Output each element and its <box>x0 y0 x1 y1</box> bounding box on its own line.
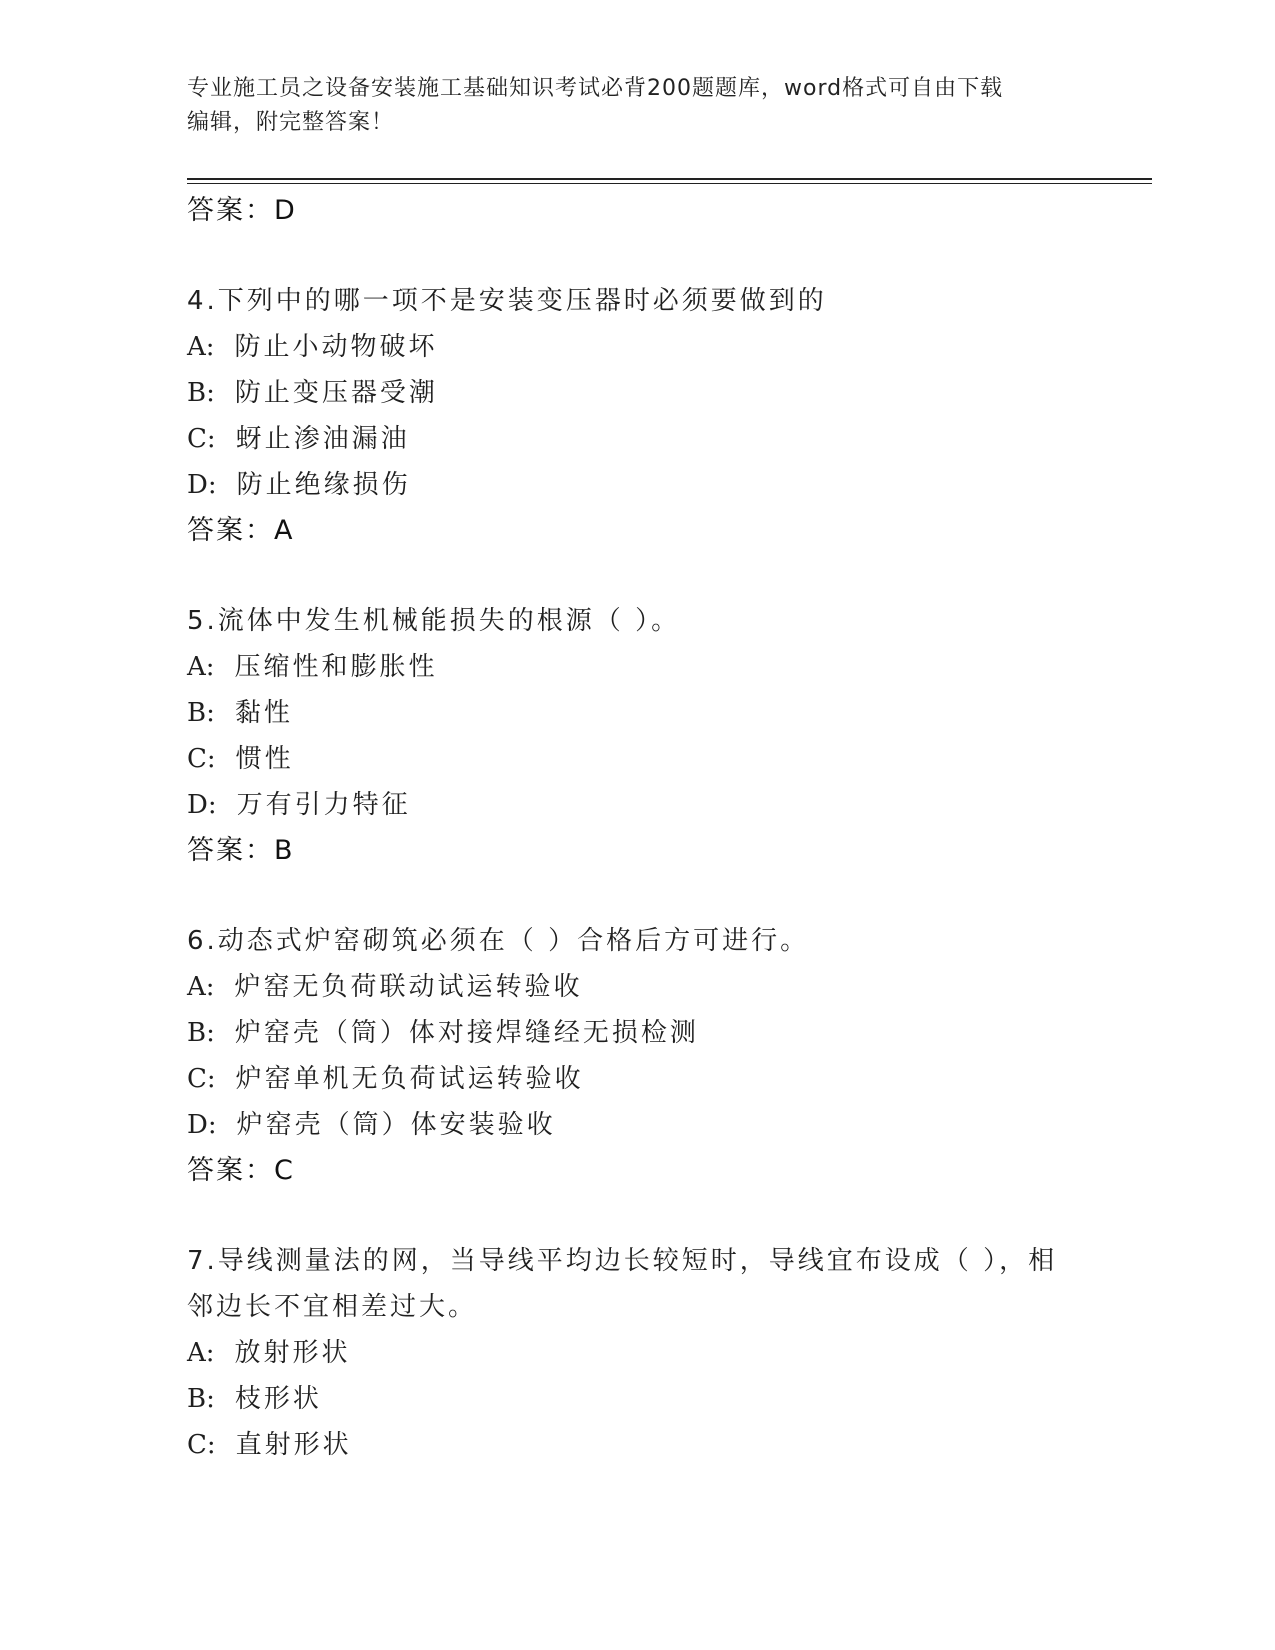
option-text: 压缩性和膨胀性 <box>234 652 438 682</box>
option-letter: B: <box>187 378 215 408</box>
option-6b <box>187 1010 1147 1056</box>
question-block-7 <box>187 1238 1147 1468</box>
question-block-6 <box>187 918 1147 1194</box>
document-header <box>187 72 1067 140</box>
option-5b <box>187 690 1147 736</box>
question-block-4 <box>187 278 1147 554</box>
option-letter: C: <box>187 744 216 774</box>
option-letter: A: <box>187 972 215 1002</box>
option-text: 蚜止渗油漏油 <box>235 424 410 454</box>
option-5d <box>187 782 1147 828</box>
option-text: 放射形状 <box>234 1338 351 1368</box>
question-text-5: 5.流体中发生机械能损失的根源（ ）。 <box>187 606 681 636</box>
answer-q4: 答案：A <box>187 515 295 546</box>
option-7b <box>187 1376 1147 1422</box>
option-letter: A: <box>187 1338 215 1368</box>
option-text: 防止绝缘损伤 <box>236 470 411 500</box>
option-text: 防止小动物破坏 <box>234 332 438 362</box>
option-text: 炉窑单机无负荷试运转验收 <box>235 1064 584 1094</box>
option-text: 炉窑壳（筒）体对接焊缝经无损检测 <box>234 1018 699 1048</box>
question-text-4: 4.下列中的哪一项不是安装变压器时必须要做到的 <box>187 286 827 316</box>
option-4b <box>187 370 1147 416</box>
spacer <box>187 1194 1147 1238</box>
option-text: 万有引力特征 <box>236 790 411 820</box>
option-text: 黏性 <box>234 698 293 728</box>
option-letter: C: <box>187 1064 216 1094</box>
header-title-line-1: 专业施工员之设备安装施工基础知识考试必背200题题库，word格式可自由下载 <box>187 76 1004 101</box>
answer-q5: 答案：B <box>187 835 295 866</box>
question-list <box>187 188 1147 1468</box>
option-letter: A: <box>187 652 215 682</box>
option-5a <box>187 644 1147 690</box>
answer-q3: 答案：D <box>187 195 297 226</box>
spacer <box>187 234 1147 278</box>
option-7a <box>187 1330 1147 1376</box>
option-text: 惯性 <box>235 744 294 774</box>
option-7c <box>187 1422 1147 1468</box>
option-letter: D: <box>187 470 217 500</box>
option-letter: D: <box>187 790 217 820</box>
header-divider-thin <box>187 183 1152 184</box>
option-text: 枝形状 <box>234 1384 322 1414</box>
option-letter: A: <box>187 332 215 362</box>
option-6d <box>187 1102 1147 1148</box>
option-letter: B: <box>187 698 215 728</box>
option-text: 炉窑壳（筒）体安装验收 <box>236 1110 556 1140</box>
question-text-7-line-2: 邻边长不宜相差过大。 <box>187 1292 478 1322</box>
option-letter: C: <box>187 1430 216 1460</box>
question-text-6: 6.动态式炉窑砌筑必须在（ ）合格后方可进行。 <box>187 926 810 956</box>
option-4a <box>187 324 1147 370</box>
option-text: 炉窑无负荷联动试运转验收 <box>234 972 583 1002</box>
header-divider-thick <box>187 178 1152 180</box>
question-text-7-line-1: 7.导线测量法的网，当导线平均边长较短时，导线宜布设成（ ），相 <box>187 1246 1058 1276</box>
option-6c <box>187 1056 1147 1102</box>
option-letter: B: <box>187 1384 215 1414</box>
option-letter: C: <box>187 424 216 454</box>
option-4c <box>187 416 1147 462</box>
question-block-5 <box>187 598 1147 874</box>
option-4d <box>187 462 1147 508</box>
option-6a <box>187 964 1147 1010</box>
header-title-line-2: 编辑，附完整答案！ <box>187 110 395 135</box>
option-letter: D: <box>187 1110 217 1140</box>
spacer <box>187 554 1147 598</box>
answer-q6: 答案：C <box>187 1155 295 1186</box>
option-letter: B: <box>187 1018 215 1048</box>
option-text: 防止变压器受潮 <box>234 378 438 408</box>
option-5c <box>187 736 1147 782</box>
option-text: 直射形状 <box>235 1430 352 1460</box>
spacer <box>187 874 1147 918</box>
